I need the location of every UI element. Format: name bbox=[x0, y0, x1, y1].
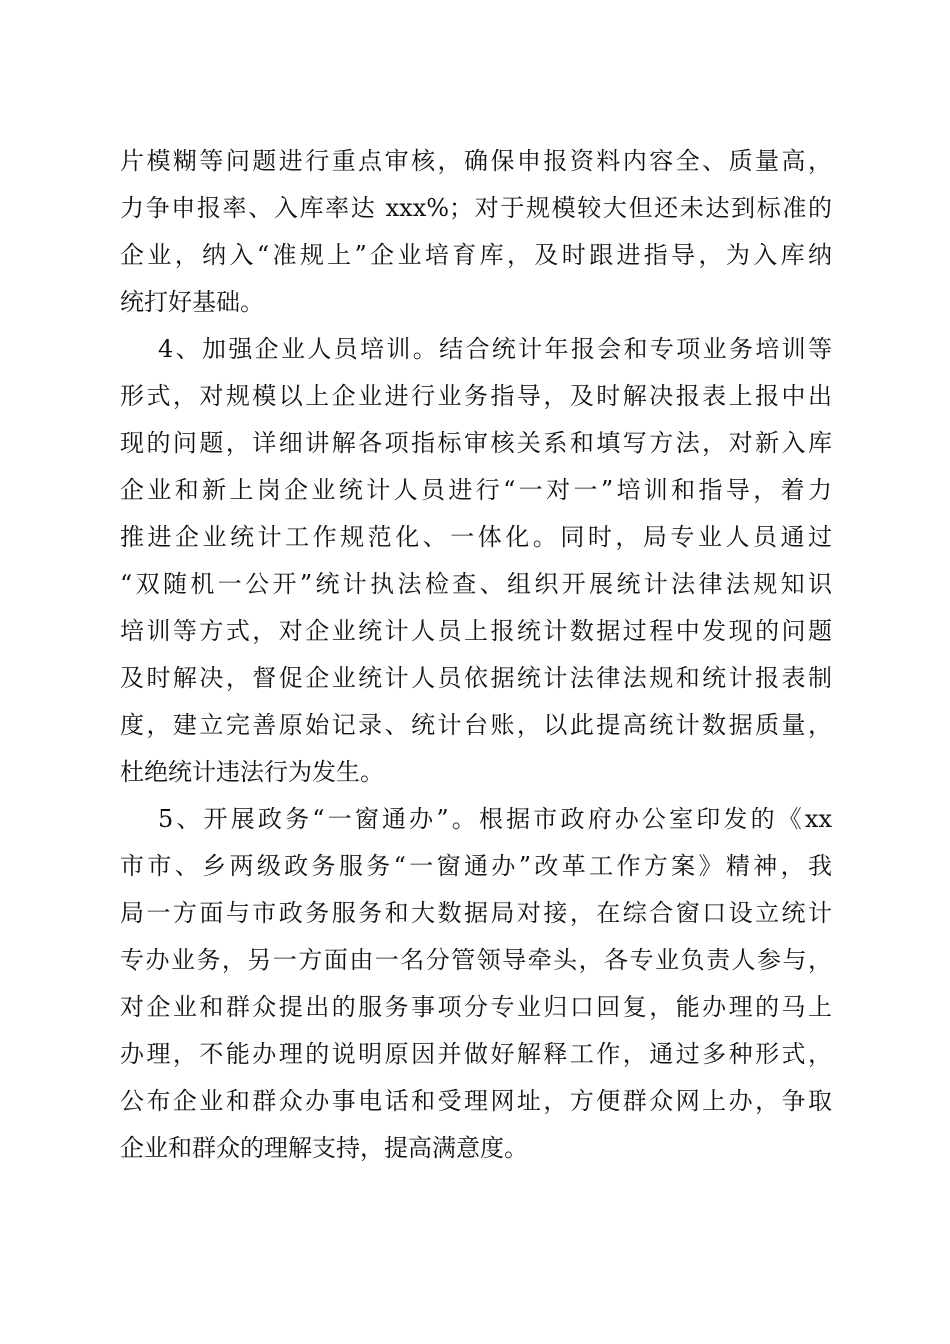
text-line: 杜绝统计违法行为发生。 bbox=[120, 758, 384, 786]
paragraph-heading-line: 5、开展政务“一窗通办”。根据市政府办公室印发的《xx bbox=[158, 805, 832, 833]
text-line: 统打好基础。 bbox=[120, 288, 264, 316]
text-line: 形式，对规模以上企业进行业务指导，及时解决报表上报中出 bbox=[120, 382, 832, 410]
text-line: “双随机一公开”统计执法检查、组织开展统计法律法规知识 bbox=[120, 570, 832, 598]
text-line: 专办业务，另一方面由一名分管领导牵头，各专业负责人参与， bbox=[120, 946, 832, 974]
text-line: 培训等方式，对企业统计人员上报统计数据过程中发现的问题 bbox=[120, 617, 832, 645]
paragraph-item-4 bbox=[120, 326, 832, 796]
text-line: 度，建立完善原始记录、统计台账，以此提高统计数据质量， bbox=[120, 711, 832, 739]
text-line: 企业和群众的理解支持，提高满意度。 bbox=[120, 1134, 528, 1162]
text-line: 现的问题，详细讲解各项指标审核关系和填写方法，对新入库 bbox=[120, 429, 832, 457]
paragraph-heading-line: 4、加强企业人员培训。结合统计年报会和专项业务培训等 bbox=[158, 335, 832, 363]
text-line: 企业，纳入“准规上”企业培育库，及时跟进指导，为入库纳 bbox=[120, 241, 832, 269]
text-line: 局一方面与市政务服务和大数据局对接，在综合窗口设立统计 bbox=[120, 899, 832, 927]
text-line: 市市、乡两级政务服务“一窗通办”改革工作方案》精神，我 bbox=[120, 852, 832, 880]
paragraph-continuation bbox=[120, 138, 832, 326]
text-line: 推进企业统计工作规范化、一体化。同时，局专业人员通过 bbox=[120, 523, 832, 551]
text-line: 办理，不能办理的说明原因并做好解释工作，通过多种形式， bbox=[120, 1040, 832, 1068]
text-line: 片模糊等问题进行重点审核，确保申报资料内容全、质量高， bbox=[120, 147, 832, 175]
text-line: 及时解决，督促企业统计人员依据统计法律法规和统计报表制 bbox=[120, 664, 832, 692]
paragraph-item-5 bbox=[120, 796, 832, 1172]
document-body bbox=[120, 138, 832, 1172]
text-line: 公布企业和群众办事电话和受理网址，方便群众网上办，争取 bbox=[120, 1087, 832, 1115]
text-line: 力争申报率、入库率达 xxx%；对于规模较大但还未达到标准的 bbox=[120, 194, 832, 222]
text-line: 对企业和群众提出的服务事项分专业归口回复，能办理的马上 bbox=[120, 993, 832, 1021]
text-line: 企业和新上岗企业统计人员进行“一对一”培训和指导，着力 bbox=[120, 476, 832, 504]
